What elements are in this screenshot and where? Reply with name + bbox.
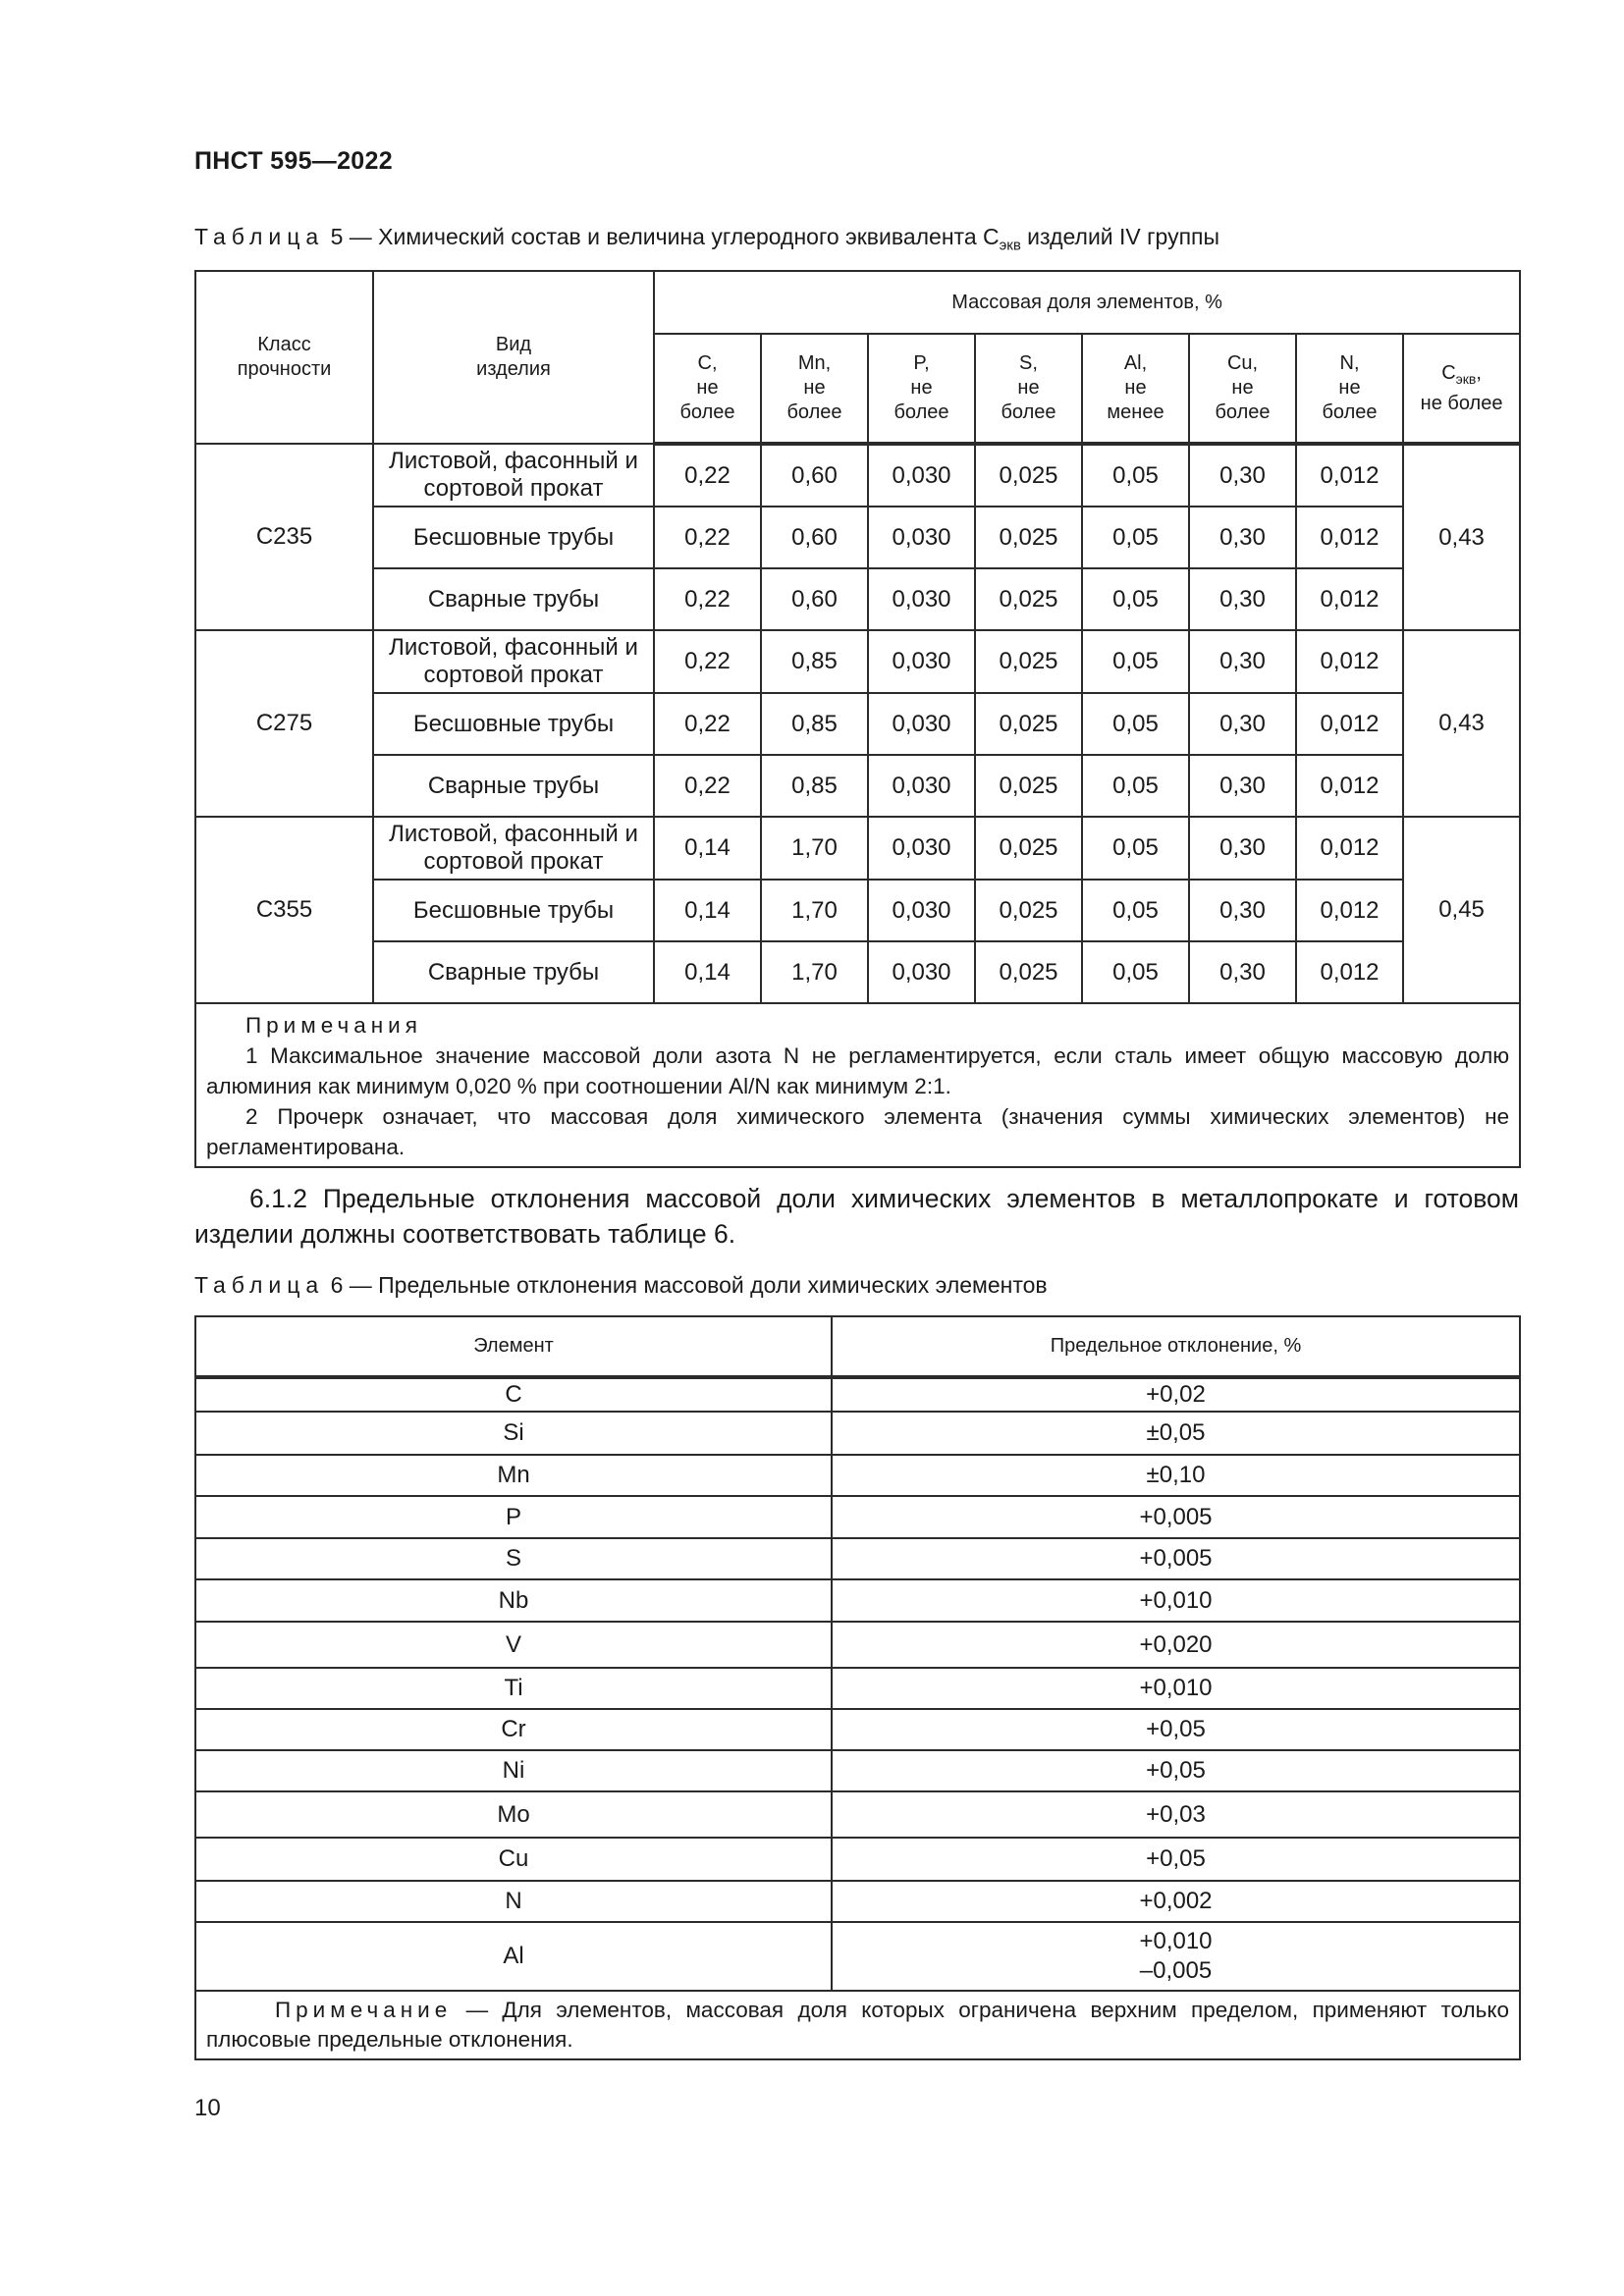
element-symbol: Al,: [1123, 352, 1148, 374]
deviation-cell: [832, 1412, 1520, 1455]
table-row: [195, 1881, 1520, 1922]
value-cell: 0,30: [1189, 507, 1296, 568]
table5-caption: [194, 224, 1219, 254]
value-cell: 0,30: [1189, 568, 1296, 630]
element-cell: Mo: [195, 1791, 832, 1838]
header-element-3: [975, 334, 1082, 444]
deviation-cell: [832, 1881, 1520, 1922]
table-row: [195, 817, 1520, 880]
header-class: Класс прочности: [195, 271, 373, 444]
element-limit-2: более: [1001, 401, 1056, 423]
table-row: [195, 1791, 1520, 1838]
deviation-value: +0,05: [1146, 1845, 1206, 1872]
value-cell: 0,025: [975, 880, 1082, 941]
header-element-0: [654, 334, 761, 444]
value-cell: 0,05: [1082, 880, 1189, 941]
table6-note: [195, 1991, 1520, 2059]
value-cell: 0,14: [654, 880, 761, 941]
product-type-cell: Листовой, фасонный и сортовой прокат: [373, 630, 654, 693]
table5-body: [195, 444, 1520, 1003]
deviation-value: +0,010: [1139, 1928, 1213, 1954]
deviation-cell: [832, 1750, 1520, 1791]
value-cell: 0,22: [654, 507, 761, 568]
value-cell: 0,012: [1296, 568, 1403, 630]
table5-caption-main: 5 — Химический состав и величина углеродного эквивалента C: [324, 224, 1000, 249]
header-deviation: Предельное отклонение, %: [832, 1316, 1520, 1377]
product-type-cell: Сварные трубы: [373, 568, 654, 630]
header-mass-fraction: Массовая доля элементов, %: [654, 271, 1520, 334]
value-cell: 0,012: [1296, 693, 1403, 755]
page-number: 10: [194, 2095, 221, 2121]
value-cell: 0,14: [654, 941, 761, 1003]
element-limit-1: не: [696, 377, 719, 399]
value-cell: 0,025: [975, 630, 1082, 693]
element-limit-1: не: [1338, 377, 1361, 399]
table-row: [195, 880, 1520, 941]
value-cell: 0,012: [1296, 630, 1403, 693]
value-cell: 0,60: [761, 444, 868, 507]
element-limit-2: более: [1215, 401, 1271, 423]
value-cell: 0,05: [1082, 568, 1189, 630]
carbon-equivalent-cell: 0,43: [1403, 444, 1520, 630]
deviation-value: +0,005: [1139, 1545, 1213, 1572]
element-cell: Cr: [195, 1709, 832, 1750]
value-cell: 0,025: [975, 507, 1082, 568]
table5: [194, 270, 1521, 1168]
table6-note-title: Примечание: [275, 1998, 453, 2022]
header-element-6: [1296, 334, 1403, 444]
element-limit-1: не: [1017, 377, 1040, 399]
ceq-limit: не более: [1420, 392, 1503, 414]
table6-caption: [194, 1272, 1048, 1299]
ceq-symbol: C: [1441, 361, 1456, 384]
table-row: [195, 1750, 1520, 1791]
value-cell: 0,30: [1189, 755, 1296, 817]
value-cell: 0,30: [1189, 630, 1296, 693]
value-cell: 0,025: [975, 693, 1082, 755]
value-cell: 0,05: [1082, 630, 1189, 693]
element-cell: P: [195, 1496, 832, 1538]
value-cell: 0,30: [1189, 880, 1296, 941]
value-cell: 0,012: [1296, 941, 1403, 1003]
carbon-equivalent-cell: 0,45: [1403, 817, 1520, 1003]
element-limit-1: не: [1231, 377, 1254, 399]
value-cell: 0,30: [1189, 817, 1296, 880]
strength-class-cell: C275: [195, 630, 373, 817]
value-cell: 0,05: [1082, 444, 1189, 507]
value-cell: 0,60: [761, 568, 868, 630]
element-limit-2: более: [893, 401, 949, 423]
table-row: [195, 1579, 1520, 1622]
paragraph-6-1-2: 6.1.2 Предельные отклонения массовой доли химических элементов в металлопрокате и готовом изделии должны соответствовать таблице 6.: [194, 1184, 1519, 1249]
value-cell: 0,30: [1189, 941, 1296, 1003]
deviation-value: +0,05: [1146, 1757, 1206, 1784]
value-cell: 0,012: [1296, 444, 1403, 507]
value-cell: 0,05: [1082, 817, 1189, 880]
value-cell: 0,14: [654, 817, 761, 880]
deviation-cell: [832, 1538, 1520, 1579]
ceq-subscript: экв: [1455, 370, 1477, 387]
value-cell: 0,030: [868, 880, 975, 941]
ceq-comma: ,: [1476, 361, 1482, 384]
value-cell: 0,22: [654, 444, 761, 507]
product-type-cell: Бесшовные трубы: [373, 880, 654, 941]
table-row: [195, 1496, 1520, 1538]
element-cell: Nb: [195, 1579, 832, 1622]
table-row: [195, 507, 1520, 568]
table-row: [195, 1838, 1520, 1881]
element-limit-1: не: [803, 377, 826, 399]
deviation-cell: [832, 1377, 1520, 1412]
deviation-value: +0,020: [1139, 1630, 1213, 1658]
value-cell: 0,85: [761, 693, 868, 755]
element-cell: Ti: [195, 1668, 832, 1709]
element-limit-2: более: [786, 401, 842, 423]
product-type-cell: Сварные трубы: [373, 755, 654, 817]
table-row: [195, 1377, 1520, 1412]
element-symbol: Mn,: [797, 352, 832, 374]
table-row: [195, 1455, 1520, 1496]
value-cell: 0,22: [654, 568, 761, 630]
deviation-value: +0,02: [1146, 1381, 1206, 1408]
product-type-cell: Листовой, фасонный и сортовой прокат: [373, 444, 654, 507]
element-cell: S: [195, 1538, 832, 1579]
element-limit-2: более: [1322, 401, 1378, 423]
table-row: [195, 755, 1520, 817]
table5-caption-sub: экв: [999, 237, 1021, 254]
element-cell: C: [195, 1377, 832, 1412]
table5-notes: [195, 1003, 1520, 1167]
header-element-2: [868, 334, 975, 444]
deviation-cell: [832, 1791, 1520, 1838]
table6-caption-prefix: Таблица: [194, 1272, 325, 1298]
header-product: Вид изделия: [373, 271, 654, 444]
deviation-cell: [832, 1622, 1520, 1668]
value-cell: 0,05: [1082, 507, 1189, 568]
strength-class-cell: C235: [195, 444, 373, 630]
value-cell: 0,030: [868, 941, 975, 1003]
table-row: [195, 693, 1520, 755]
value-cell: 0,22: [654, 755, 761, 817]
value-cell: 0,012: [1296, 755, 1403, 817]
value-cell: 0,05: [1082, 693, 1189, 755]
value-cell: 0,05: [1082, 755, 1189, 817]
table-row: [195, 444, 1520, 507]
value-cell: 0,025: [975, 755, 1082, 817]
value-cell: 0,030: [868, 507, 975, 568]
element-symbol: N,: [1339, 352, 1360, 374]
value-cell: 0,030: [868, 817, 975, 880]
deviation-value: +0,010: [1139, 1675, 1213, 1701]
table6: [194, 1315, 1521, 2060]
product-type-cell: Бесшовные трубы: [373, 693, 654, 755]
element-cell: Mn: [195, 1455, 832, 1496]
table6-caption-main: 6 — Предельные отклонения массовой доли химических элементов: [324, 1272, 1048, 1298]
value-cell: 1,70: [761, 880, 868, 941]
deviation-cell: [832, 1496, 1520, 1538]
document-code: ПНСТ 595—2022: [194, 147, 393, 175]
header-element-1: [761, 334, 868, 444]
note-1: 1 Максимальное значение массовой доли азота N не регламентируется, если сталь имеет общую массовую долю алюминия как минимум 0,020 % при соотношении Al/N как минимум 2:1.: [206, 1043, 1510, 1098]
table-row: [195, 1709, 1520, 1750]
element-limit-2: более: [679, 401, 735, 423]
table-row: [195, 1622, 1520, 1668]
product-type-cell: Сварные трубы: [373, 941, 654, 1003]
deviation-value: +0,005: [1139, 1503, 1213, 1530]
deviation-cell: [832, 1709, 1520, 1750]
deviation-cell: [832, 1668, 1520, 1709]
table6-note-text: — Для элементов, массовая доля которых ограничена верхним пределом, применяют только плюсовые предельные отклонения.: [206, 1998, 1509, 2052]
header-element: Элемент: [195, 1316, 832, 1377]
value-cell: 0,012: [1296, 507, 1403, 568]
deviation-value: +0,010: [1139, 1586, 1213, 1614]
value-cell: 0,025: [975, 817, 1082, 880]
value-cell: 0,22: [654, 630, 761, 693]
value-cell: 0,05: [1082, 941, 1189, 1003]
value-cell: 0,030: [868, 568, 975, 630]
element-cell: N: [195, 1881, 832, 1922]
value-cell: 0,025: [975, 941, 1082, 1003]
element-cell: Cu: [195, 1838, 832, 1881]
element-symbol: P,: [913, 352, 930, 374]
table5-caption-prefix: Таблица: [194, 224, 325, 249]
element-cell: Si: [195, 1412, 832, 1455]
value-cell: 0,85: [761, 755, 868, 817]
table6-body: [195, 1377, 1520, 1991]
value-cell: 0,22: [654, 693, 761, 755]
element-limit-1: не: [1124, 377, 1147, 399]
value-cell: 0,30: [1189, 444, 1296, 507]
element-cell: Ni: [195, 1750, 832, 1791]
header-element-4: [1082, 334, 1189, 444]
table-row: [195, 630, 1520, 693]
value-cell: 0,30: [1189, 693, 1296, 755]
deviation-value-lower: –0,005: [1139, 1957, 1213, 1984]
element-limit-1: не: [910, 377, 933, 399]
deviation-value: +0,002: [1139, 1888, 1213, 1914]
note-2: 2 Прочерк означает, что массовая доля химического элемента (значения суммы химических элементов) не регламентирована.: [206, 1104, 1510, 1159]
table-row: [195, 1922, 1520, 1991]
deviation-cell: [832, 1838, 1520, 1881]
value-cell: 0,030: [868, 630, 975, 693]
element-symbol: S,: [1019, 352, 1038, 374]
value-cell: 0,85: [761, 630, 868, 693]
value-cell: 0,025: [975, 444, 1082, 507]
deviation-cell: [832, 1455, 1520, 1496]
value-cell: 0,030: [868, 693, 975, 755]
strength-class-cell: C355: [195, 817, 373, 1003]
value-cell: 0,030: [868, 755, 975, 817]
header-carbon-equivalent: [1403, 334, 1520, 444]
ceq-label: [1408, 361, 1515, 392]
value-cell: 0,025: [975, 568, 1082, 630]
value-cell: 0,60: [761, 507, 868, 568]
element-limit-2: менее: [1107, 401, 1164, 423]
value-cell: 1,70: [761, 817, 868, 880]
table-row: [195, 941, 1520, 1003]
value-cell: 0,012: [1296, 817, 1403, 880]
header-element-5: [1189, 334, 1296, 444]
product-type-cell: Бесшовные трубы: [373, 507, 654, 568]
element-symbol: C,: [697, 352, 718, 374]
table5-caption-end: изделий IV группы: [1020, 224, 1220, 249]
value-cell: 1,70: [761, 941, 868, 1003]
table-row: [195, 1412, 1520, 1455]
deviation-value: +0,03: [1146, 1800, 1206, 1828]
element-cell: V: [195, 1622, 832, 1668]
table-row: [195, 1538, 1520, 1579]
value-cell: 0,030: [868, 444, 975, 507]
notes-title: Примечания: [245, 1013, 422, 1038]
value-cell: 0,012: [1296, 880, 1403, 941]
deviation-cell: [832, 1579, 1520, 1622]
product-type-cell: Листовой, фасонный и сортовой прокат: [373, 817, 654, 880]
element-cell: Al: [195, 1922, 832, 1991]
element-symbol: Cu,: [1226, 352, 1259, 374]
carbon-equivalent-cell: 0,43: [1403, 630, 1520, 817]
deviation-value: ±0,05: [1146, 1419, 1206, 1446]
table-row: [195, 1668, 1520, 1709]
deviation-value: +0,05: [1146, 1716, 1206, 1742]
deviation-cell: [832, 1922, 1520, 1991]
table-row: [195, 568, 1520, 630]
deviation-value: ±0,10: [1146, 1462, 1206, 1488]
